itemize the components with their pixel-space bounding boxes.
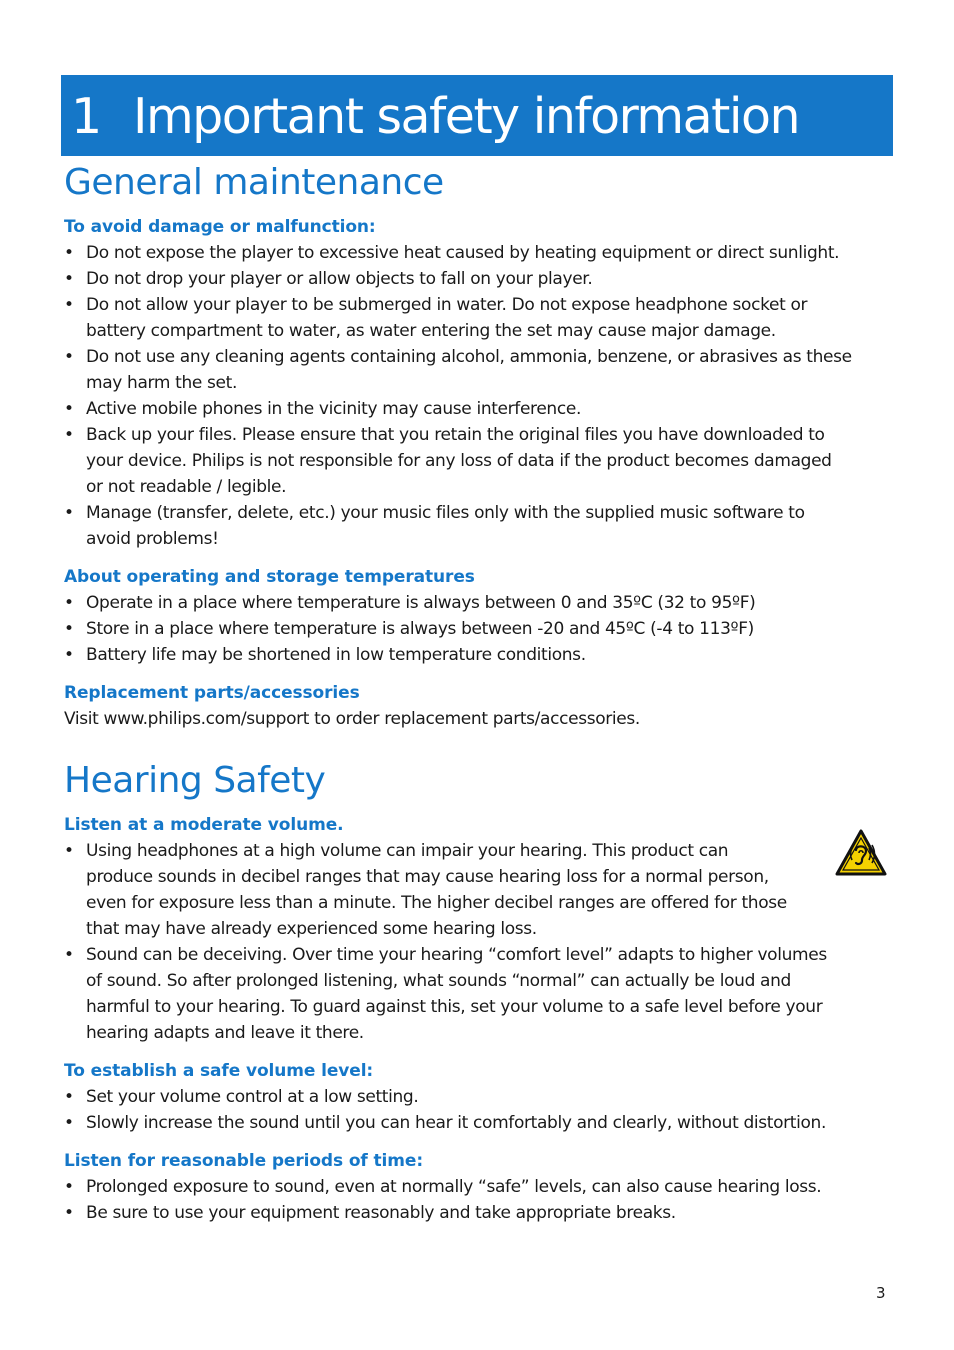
list-item: • Using headphones at a high volume can impair your hearing. This product can produce sounds in decibel ranges that may cause hearing loss for a normal person, even for exposure less than a minute. The higher decibel ranges are offered for those that may have already experienced some hearing loss. [64,838,896,942]
list-item: • Sound can be deceiving. Over time your hearing “comfort level” adapts to higher volumes of sound. So after prolonged listening, what sounds “normal” can actually be loud and harmful to your hearing. To guard against this, set your volume to a safe level before your hearing adapts and leave it there. [64,942,896,1046]
section-heading-hearing-safety: Hearing Safety [64,760,326,801]
list-item: • Do not expose the player to excessive heat caused by heating equipment or direct sunlight. [64,240,896,266]
subheading-listening-periods: Listen for reasonable periods of time: [64,1151,424,1171]
list-listening-periods [64,1174,896,1226]
list-item: • Store in a place where temperature is always between -20 and 45ºC (-4 to 113ºF) [64,616,896,642]
list-temperatures [64,590,896,668]
replacement-text: Visit www.philips.com/support to order replacement parts/accessories. [64,709,640,729]
page-number: 3 [876,1284,886,1302]
list-item: • Be sure to use your equipment reasonably and take appropriate breaks. [64,1200,896,1226]
list-avoid-damage [64,240,896,552]
page-content [64,156,896,1226]
list-moderate-volume [64,838,896,1046]
list-item: • Battery life may be shortened in low temperature conditions. [64,642,896,668]
hearing-warning-icon [834,828,888,878]
subheading-temperatures: About operating and storage temperatures [64,567,475,587]
subheading-avoid-damage: To avoid damage or malfunction: [64,217,376,237]
list-item: • Prolonged exposure to sound, even at normally “safe” levels, can also cause hearing loss. [64,1174,896,1200]
list-safe-volume-level [64,1084,896,1136]
section-heading-general-maintenance: General maintenance [64,162,444,203]
list-item: • Do not use any cleaning agents containing alcohol, ammonia, benzene, or abrasives as these may harm the set. [64,344,896,396]
list-item: • Active mobile phones in the vicinity may cause interference. [64,396,896,422]
chapter-title: Important safety information [133,88,800,145]
subheading-replacement-parts: Replacement parts/accessories [64,683,360,703]
list-item: • Do not drop your player or allow objects to fall on your player. [64,266,896,292]
chapter-banner [61,75,893,156]
list-item: • Do not allow your player to be submerged in water. Do not expose headphone socket or battery compartment to water, as water entering the set may cause major damage. [64,292,896,344]
subheading-moderate-volume: Listen at a moderate volume. [64,815,344,835]
list-item: • Slowly increase the sound until you can hear it comfortably and clearly, without distortion. [64,1110,896,1136]
list-item: • Manage (transfer, delete, etc.) your music files only with the supplied music software to avoid problems! [64,500,896,552]
chapter-number: 1 [71,88,102,145]
list-item: • Back up your files. Please ensure that you retain the original files you have downloaded to your device. Philips is not responsible for any loss of data if the product becomes damaged or not readable / legible. [64,422,896,500]
list-item: • Operate in a place where temperature is always between 0 and 35ºC (32 to 95ºF) [64,590,896,616]
subheading-safe-volume-level: To establish a safe volume level: [64,1061,374,1081]
list-item: • Set your volume control at a low setting. [64,1084,896,1110]
